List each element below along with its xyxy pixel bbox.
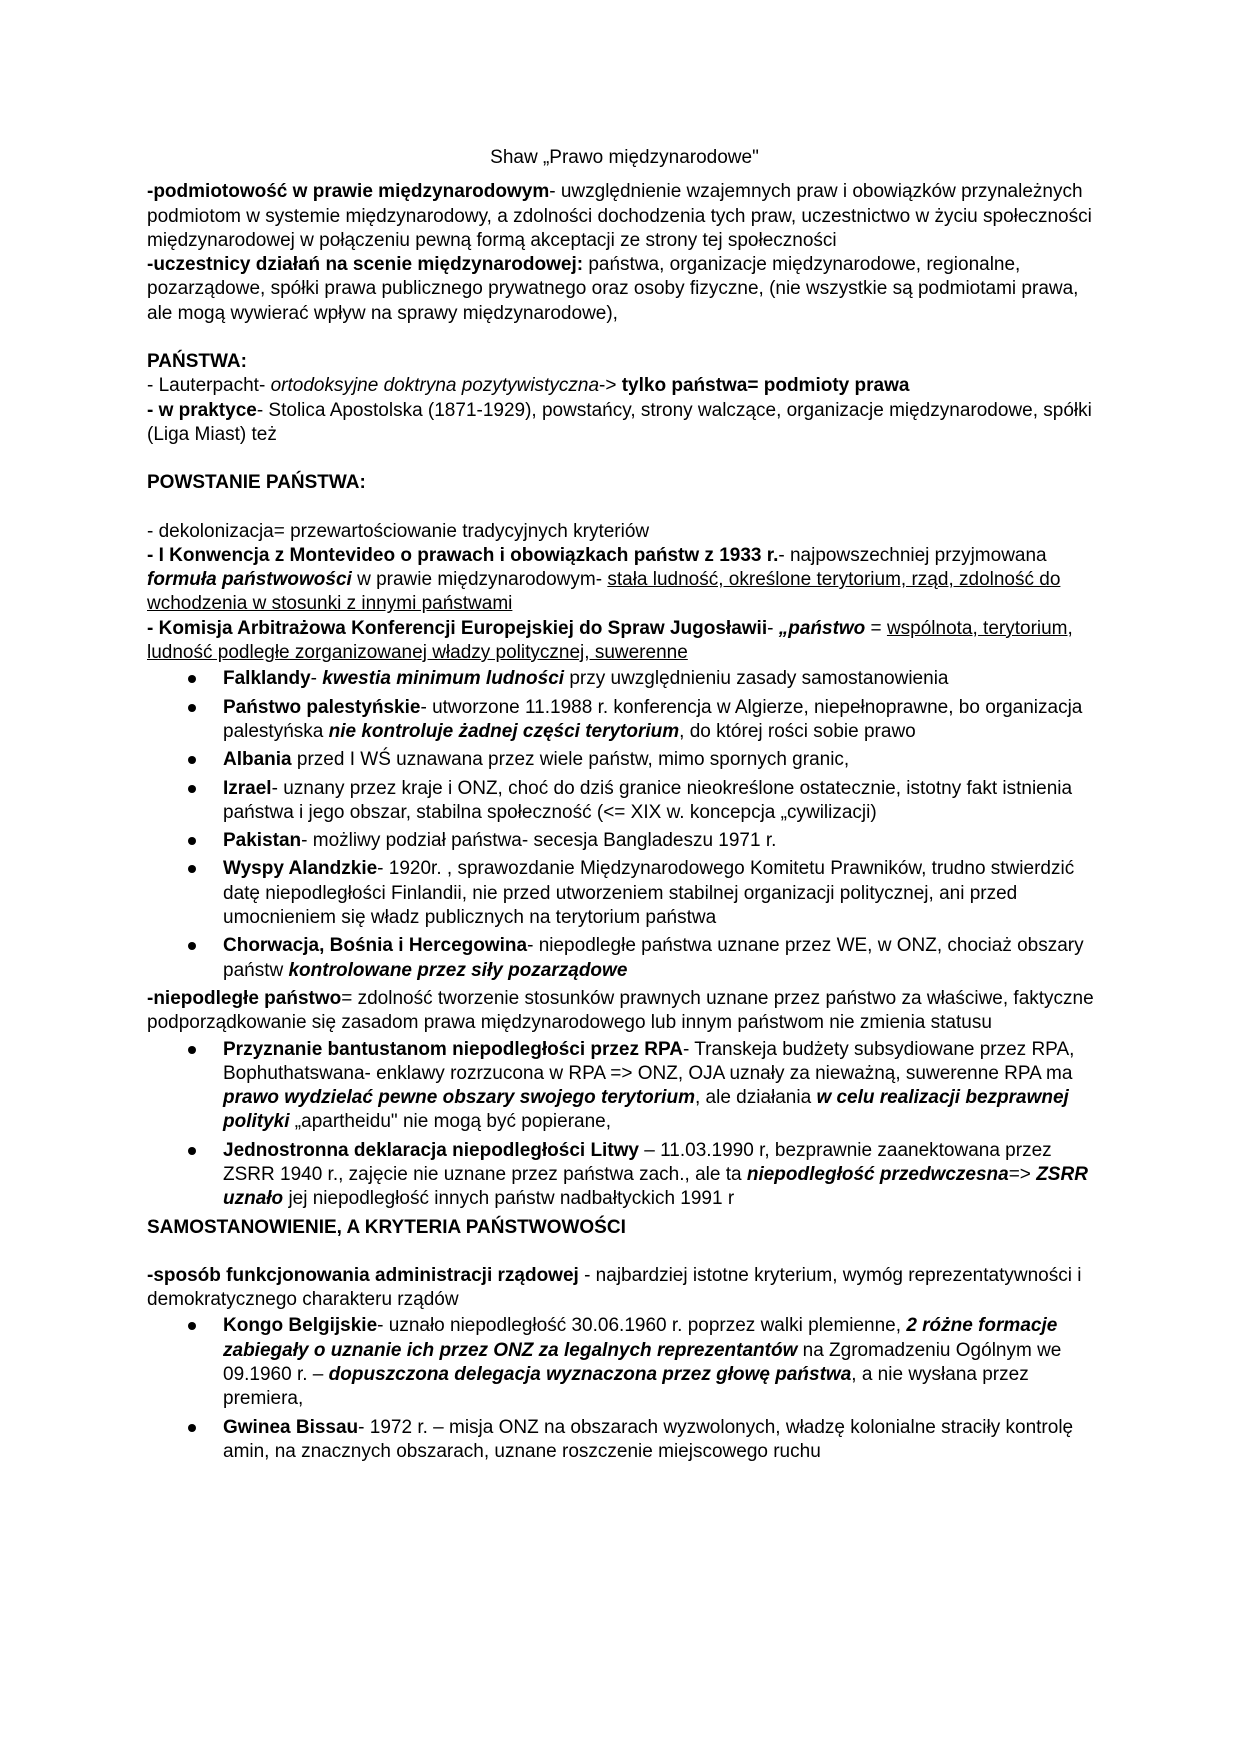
text: w prawie międzynarodowym- xyxy=(351,569,608,591)
text: stała ludność, określone terytorium, rząd, zdolność do wchodzenia w stosunki z innymi państwami xyxy=(147,569,1061,615)
text: „państwo xyxy=(778,617,866,639)
list-item xyxy=(147,1139,1102,1212)
text: , do której rości sobie prawo xyxy=(679,720,916,742)
text: Albania xyxy=(223,749,292,771)
text: Przyznanie bantustanom niepodległości przez RPA xyxy=(223,1038,683,1060)
text: = zdolność tworzenie stosunków prawnych uznane przez państwo za właściwe, faktyczne podporządkowanie się zasadom prawa międzynarodowego lub innym państwom nie zmienia statusu xyxy=(147,987,1094,1034)
list-item xyxy=(147,1038,1102,1135)
text: Gwinea Bissau xyxy=(223,1416,359,1438)
text: Izrael xyxy=(223,777,272,799)
text: - niepodległe państwa uznane przez WE, w ONZ, chociaż obszary państw xyxy=(223,935,1084,981)
text: nie kontroluje żadnej części terytorium xyxy=(328,720,680,742)
text: ZSRR uznało xyxy=(223,1163,1088,1210)
heading-text: SAMOSTANOWIENIE, A KRYTERIA PAŃSTWOWOŚCI xyxy=(147,1216,626,1238)
text: - 1972 r. – misja ONZ na obszarach wyzwolonych, władzę kolonialne straciły kontrolę amin, na znacznych obszarach, uznane roszczenie miejscowego ruchu xyxy=(223,1416,1074,1462)
text: - Komisja Arbitrażowa Konferencji Europejskiej do Spraw Jugosławii xyxy=(147,617,768,639)
list-item xyxy=(147,696,1102,745)
line-praktyka xyxy=(147,399,1102,448)
text: - w praktyce xyxy=(147,399,257,421)
line-lauterpacht xyxy=(147,374,1102,398)
text: „apartheidu" nie mogą być popierane, xyxy=(289,1111,612,1133)
text: państwa, organizacje międzynarodowe, regionalne, pozarządowe, spółki prawa publicznego prywatnego oraz osoby fizyczne, (nie wszystkie są podmiotami prawa, ale mogą wywierać wpływ na sprawy międzynarodowe), xyxy=(147,254,1079,324)
paragraph-podmiotowosc xyxy=(147,180,1102,253)
text: - uznało niepodległość 30.06.1960 r. poprzez walki plemienne, xyxy=(377,1315,907,1337)
text: Wyspy Alandzkie xyxy=(223,858,378,880)
term: -niepodległe państwo xyxy=(147,987,342,1009)
paragraph-niepodlegle xyxy=(147,987,1102,1036)
list-item xyxy=(147,1416,1102,1465)
text: tylko państwa= podmioty prawa xyxy=(621,375,910,397)
text: - xyxy=(767,617,779,639)
text: Chorwacja, Bośnia i Hercegowina xyxy=(223,935,528,957)
bullet-list-1 xyxy=(147,667,1102,983)
text: Państwo palestyńskie xyxy=(223,696,421,718)
term: -uczestnicy działań na scenie międzynarodowej: xyxy=(147,254,584,276)
text: prawo wydzielać pewne obszary swojego terytorium xyxy=(223,1087,695,1109)
text: 2 różne formacje zabiegały o uznanie ich przez ONZ za legalnych reprezentantów xyxy=(223,1315,1058,1361)
text: wspólnota, terytorium, ludność podległe zorganizowanej władzy politycznej, suwerenne xyxy=(147,617,1073,664)
text: kwestia minimum ludności xyxy=(322,668,565,690)
text: - I Konwencja z Montevideo o prawach i obowiązkach państw z 1933 r. xyxy=(147,544,779,566)
line-dekolonizacja: - dekolonizacja= przewartościowanie tradycyjnych kryteriów xyxy=(147,520,650,542)
text: kontrolowane przez siły pozarządowe xyxy=(288,959,628,981)
text: dopuszczona delegacja wyznaczona przez głowę państwa xyxy=(328,1364,852,1386)
line-montevideo xyxy=(147,544,1102,617)
text: , ale działania xyxy=(694,1087,817,1109)
text: - Lauterpacht- xyxy=(147,375,271,397)
list-item xyxy=(147,777,1102,826)
bullet-list-2 xyxy=(147,1038,1102,1212)
text: = xyxy=(865,617,887,639)
document-page xyxy=(147,146,1102,1468)
text: Jednostronna deklaracja niepodległości Litwy xyxy=(223,1139,639,1161)
text: jej niepodległość innych państw nadbałtyckich 1991 r xyxy=(283,1188,735,1210)
list-item xyxy=(147,1314,1102,1411)
text: niepodległość przedwczesna xyxy=(746,1163,1009,1185)
heading-powstanie xyxy=(147,471,1102,495)
list-item xyxy=(147,829,1102,853)
text: - uwzględnienie wzajemnych praw i obowiązków przynależnych podmiotom w systemie międzynarodowy, a zdolności dochodzenia tych praw, uczestnictwo w życiu społeczności międzynarodowej w połączeniu pewną formą akceptacji ze strony tej społeczności xyxy=(147,181,1092,251)
heading-samostanowienie xyxy=(147,1216,1102,1240)
text: przed I WŚ uznawana przez wiele państw, mimo spornych granic, xyxy=(291,749,850,771)
text: - utworzone 11.1988 r. konferencja w Algierze, niepełnoprawne, bo organizacja palestyńska xyxy=(223,696,1083,742)
text: -> xyxy=(599,375,622,397)
heading-panstwa xyxy=(147,350,1102,374)
list-item xyxy=(147,934,1102,983)
paragraph-administracja xyxy=(147,1264,1102,1313)
text: formuła państwowości xyxy=(147,569,352,591)
list-item xyxy=(147,748,1102,772)
text: - 1920r. , sprawozdanie Międzynarodowego Komitetu Prawników, trudno stwierdzić datę niepodległości Finlandii, nie przed utworzeniem stabilnej organizacji politycznej, ani przed umocnieniem się władz publicznych na terytorium państwa xyxy=(223,858,1075,929)
text: - najbardziej istotne kryterium, wymóg reprezentatywności i demokratycznego charakteru rządów xyxy=(147,1264,1082,1311)
text: - Transkeja budżety subsydiowane przez RPA, Bophuthatswana- enklawy rozrzucona w RPA => ONZ, OJA uznały za nieważną, suwerenne RPA ma xyxy=(223,1038,1075,1084)
text: Kongo Belgijskie xyxy=(223,1315,378,1337)
text: - najpowszechniej przyjmowana xyxy=(778,544,1047,566)
text: , a nie wysłana przez premiera, xyxy=(223,1364,1029,1410)
text: – 11.03.1990 r, bezprawnie zaanektowana przez ZSRR 1940 r., zajęcie nie uznane przez państwa zach., ale ta xyxy=(223,1139,1052,1185)
heading-text: PAŃSTWA: xyxy=(147,351,247,373)
text: - Stolica Apostolska (1871-1929), powstańcy, strony walczące, organizacje międzynarodowe, spółki (Liga Miast) też xyxy=(147,399,1092,445)
term: -sposób funkcjonowania administracji rządowej xyxy=(147,1264,579,1286)
text: - xyxy=(310,668,323,690)
term: -podmiotowość w prawie międzynarodowym xyxy=(147,181,550,203)
document-title: Shaw „Prawo międzynarodowe" xyxy=(490,147,759,168)
text: na Zgromadzeniu Ogólnym we 09.1960 r. – xyxy=(223,1339,1062,1386)
bullet-list-3 xyxy=(147,1314,1102,1464)
text: => xyxy=(1008,1163,1037,1185)
text: - uznany przez kraje i ONZ, choć do dziś granice nieokreślone ostatecznie, istotny fakt istnienia państwa i jego obszar, stabilna społeczność (<= XIX w. koncepcja „cywilizacji) xyxy=(223,777,1073,823)
line-komisja xyxy=(147,617,1102,666)
text: w celu realizacji bezprawnej polityki xyxy=(223,1087,1069,1133)
list-item xyxy=(147,667,1102,691)
heading-text: POWSTANIE PAŃSTWA: xyxy=(147,472,366,494)
text: Pakistan xyxy=(223,830,302,852)
text: przy uwzględnieniu zasady samostanowienia xyxy=(564,668,949,690)
text: ortodoksyjne doktryna pozytywistyczna xyxy=(270,375,600,397)
text: Falklandy xyxy=(223,668,311,690)
paragraph-uczestnicy xyxy=(147,253,1102,326)
list-item xyxy=(147,857,1102,930)
text: - możliwy podział państwa- secesja Bangladeszu 1971 r. xyxy=(301,830,777,852)
